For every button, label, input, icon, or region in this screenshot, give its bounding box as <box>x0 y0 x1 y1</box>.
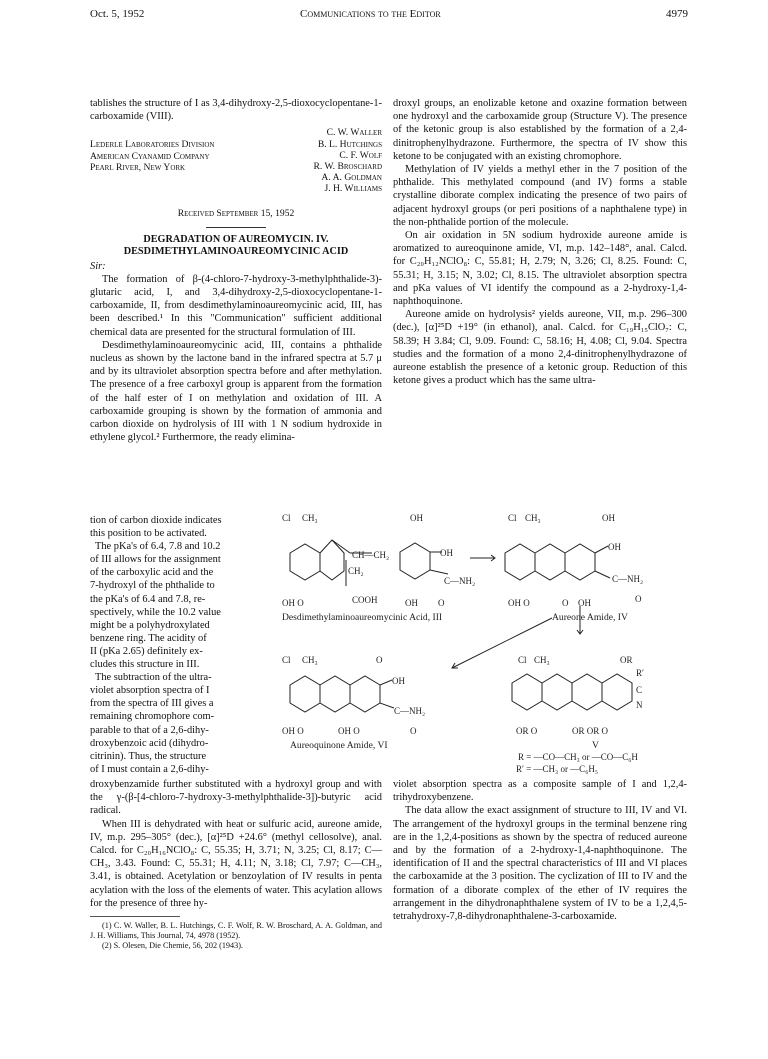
svg-text:O: O <box>635 594 642 604</box>
svg-text:OR: OR <box>620 655 633 665</box>
paragraph: Desdimethylaminoaureomycinic acid, III, contains a phthalide nucleus as shown by the lactone band in the infrared spectra at 5.7 μ and by its ultraviolet absorption spectra before and after methylation. The presence of a free carboxyl group is apparent from the formation of the half ester of I on methylation and oxidation of III. A carboxamide grouping is shown by the formation of ammonia and carbon dioxide on hydrolysis of III with 1 N sodium hydroxide in ethylene glycol.² Furthermore, the ready elimina- <box>90 339 382 444</box>
svg-text:CH₃: CH₃ <box>302 655 318 665</box>
text-line: of III allows for the assignment <box>90 554 221 566</box>
paragraph: The data allow the exact assignment of structure to III, IV and VI. The arrangement of the hydroxyl groups in the terminal benzene ring are in the 1,2,4-positions as shown by the spectra of reduced aureone and by the formation of a 2-hydroxy-1,4-naphthoquinone. The identification of II and the spectral characteristics of III and VI places the carboxamide at the 3 position. The cyclization of III to IV and the formation of a diborate complex of the ether of IV requires the arrangement in the dihydronaphthalene system of IV to be a 1,2,4,5-tetrahydroxy-7,8-dihydronaphthalene-3-carboxamide. <box>393 805 687 923</box>
label-structure-v: V <box>592 740 599 751</box>
svg-text:CH₂: CH₂ <box>348 566 364 576</box>
svg-text:CH—CH₂: CH—CH₂ <box>352 550 390 560</box>
svg-text:C—NH₂: C—NH₂ <box>394 706 426 716</box>
page-header <box>90 8 688 28</box>
signature-block <box>90 127 382 207</box>
svg-text:C—NH₂: C—NH₂ <box>612 574 644 584</box>
text-line: The pKa's of 6.4, 7.8 and 10.2 <box>90 541 221 553</box>
affiliation-line: American Cyanamid Company <box>90 150 210 162</box>
affiliation-line: Lederle Laboratories Division <box>90 139 215 151</box>
chemical-structures-figure <box>280 508 688 776</box>
text-line: parable to that of a 2,6-dihy- <box>90 724 209 736</box>
structure-vi <box>290 676 394 712</box>
header-section: Communications to the Editor <box>300 8 441 20</box>
article-title-line: DESDIMETHYLAMINOAUREOMYCINIC ACID <box>123 245 349 257</box>
svg-text:OH: OH <box>608 542 621 552</box>
text-line: of I must contain a 2,6-dihy- <box>90 763 209 775</box>
text-line: cludes this structure in III. <box>90 659 200 671</box>
received-date: Received September 15, 1952 <box>177 208 295 220</box>
text-line: benzene ring. The acidity of <box>90 632 207 644</box>
author: R. W. Broschard <box>313 161 382 173</box>
text-line: remaining chromophore com- <box>90 711 215 723</box>
svg-text:OH O: OH O <box>338 726 360 736</box>
svg-text:OH: OH <box>392 676 405 686</box>
narrow-text <box>90 514 280 776</box>
paragraph: droxybenzamide further substituted with a hydroxyl group and with the γ-(β-[4-chloro-7-hydroxy-3-methylphthalide-3])-butyric acid radical. <box>90 779 382 817</box>
header-date: Oct. 5, 1952 <box>90 8 145 20</box>
paragraph: Aureone amide on hydrolysis² yields aureone, VII, m.p. 296–300 (dec.), [α]²⁵D +19° (in ethanol), anal. Calcd. for C₁₉H₁₅ClO₇: C, 58.39; H 3.84; Cl, 9.09. Found: C, 58.16; H, 4.08; Cl, 9.04. Spectra studies and the formation of a mono 2,4-dinitrophenylhydrazone of aureone establish the presence of a ketonic group. Reduction of this ketone gives a product which has the same ultra- <box>393 309 687 387</box>
label-structure-vi: Aureoquinone Amide, VI <box>290 740 388 751</box>
svg-text:Cl: Cl <box>518 655 527 665</box>
svg-text:CH₃: CH₃ <box>534 655 550 665</box>
author: C. W. Waller <box>326 127 382 139</box>
article-title <box>90 234 382 258</box>
author: C. F. Wolf <box>339 149 382 161</box>
text-line: citrinin). Thus, the structure <box>90 750 207 762</box>
svg-text:OH: OH <box>602 513 615 523</box>
svg-text:COOH: COOH <box>352 595 378 605</box>
svg-text:Cl: Cl <box>508 513 517 523</box>
right-column-top <box>393 97 687 387</box>
svg-text:O: O <box>376 655 383 665</box>
label-structure-iv: Aureone Amide, IV <box>552 612 628 623</box>
text-line: from the spectra of III gives a <box>90 698 214 710</box>
svg-text:O: O <box>438 598 445 608</box>
affiliation <box>90 139 214 174</box>
svg-text:O: O <box>410 726 417 736</box>
svg-text:OH: OH <box>405 598 418 608</box>
structure-v <box>512 674 632 710</box>
svg-text:OH O: OH O <box>508 598 530 608</box>
svg-text:R′: R′ <box>636 668 644 678</box>
svg-text:O: O <box>562 598 569 608</box>
text-line: The subtraction of the ultra- <box>90 672 212 684</box>
svg-text:OH O: OH O <box>282 726 304 736</box>
text-line: 7-hydroxyl of the phthalide to <box>90 580 215 592</box>
paragraph: droxyl groups, an enolizable ketone and oxazine formation between one hydroxyl and the carboxamide group (Structure V). The presence of the ketonic group is also established by the formation of a 2,4-dinitrophenylhydrazone. Furthermore, the spectra of IV show this ketone to be conjugated with an existing chromophore. <box>393 98 687 162</box>
right-column-bottom <box>393 778 687 923</box>
footnote: (2) S. Olesen, Die Chemie, 56, 202 (1943). <box>102 941 243 951</box>
text-line: II (pKa 2.65) definitely ex- <box>90 645 203 657</box>
svg-text:C: C <box>636 685 643 695</box>
svg-text:CH₃: CH₃ <box>302 513 318 523</box>
svg-text:OR OR O: OR OR O <box>572 726 609 736</box>
author: A. A. Goldman <box>321 172 382 184</box>
paragraph: The formation of β-(4-chloro-7-hydroxy-3-methylphthalide-3)-glutaric acid, I, and 3,4-dihydroxy-2,5-dioxocyclopentane-1-carboxamide, II, from desdimethylaminoaureomycinic acid, III, has been described.¹ In this "Communication" sufficient additional chemical data are presented for the structural formulation of III. <box>90 273 382 338</box>
left-column-bottom <box>90 778 382 952</box>
text-line: of the carboxylic acid and the <box>90 567 214 579</box>
paragraph: Methylation of IV yields a methyl ether in the 7 position of the phthalide. This methylated compound (and IV) forms a stable crystalline diborate complex indicating the presence of two pairs of adjacent hydroxyl groups (or peri positions of a naphthalene type) in the non-phthalide portion of the molecule. <box>393 164 687 228</box>
svg-text:OR O: OR O <box>516 726 538 736</box>
affiliation-line: Pearl River, New York <box>90 162 186 174</box>
header-page-number: 4979 <box>666 8 688 20</box>
svg-text:Cl: Cl <box>282 513 291 523</box>
text-line: tion of carbon dioxide indicates <box>90 515 222 526</box>
svg-text:OH: OH <box>578 598 591 608</box>
svg-text:C—NH₂: C—NH₂ <box>444 576 476 586</box>
label-structure-iii: Desdimethylaminoaureomycinic Acid, III <box>282 612 443 623</box>
text-line: this position to be activated. <box>90 528 207 540</box>
text-line: spectively, while the 10.2 value <box>90 606 221 618</box>
svg-text:OH O: OH O <box>282 598 304 608</box>
text-line: the pKa's of 6.4 and 7.8, re- <box>90 593 206 605</box>
paragraph: When III is dehydrated with heat or sulfuric acid, aureone amide, IV, m.p. 295–305° (dec.), [α]²⁵D +24.6° (methyl cellosolve), anal. Calcd. for C₂₀H₁₆NClO₈: C, 55.35; H, 3.71; N, 3.25; Cl, 8.17; C—CH₃, 3.43. Found: C, 55.31; H, 4.11; N, 3.18; Cl, 7.97; C—CH₃, 3.41, is obtained. Acetylation or benzoylation of IV results in penta acylation with the loss of the elements of water. This acylation allows for the presence of three hy- <box>90 818 382 909</box>
author: B. L. Hutchings <box>317 138 382 150</box>
svg-text:OH: OH <box>440 548 453 558</box>
text-line: might be a polyhydroxylated <box>90 619 210 631</box>
footnote: (1) C. W. Waller, B. L. Hutchings, C. F. Wolf, R. W. Broschard, A. A. Goldman, and J. H. Williams, This Journal, 74, 4978 (1952). <box>90 921 382 941</box>
svg-text:CH₃: CH₃ <box>525 513 541 523</box>
paragraph: violet absorption spectra as a composite sample of I and 1,2,4-trihydroxybenzene. <box>393 779 687 804</box>
authors <box>313 127 382 194</box>
structure-iv <box>505 544 610 580</box>
divider <box>206 227 266 228</box>
svg-text:Cl: Cl <box>282 655 291 665</box>
text-line: violet absorption spectra of I <box>90 685 210 697</box>
svg-text:OH: OH <box>410 513 423 523</box>
structure-iii <box>290 540 448 586</box>
author: J. H. Williams <box>324 183 382 195</box>
svg-text:N: N <box>636 700 643 710</box>
footnote-divider <box>90 916 180 917</box>
article-title-line: DEGRADATION OF AUREOMYCIN. IV. <box>143 233 329 245</box>
text-line: droxybenzoic acid (dihydro- <box>90 737 209 749</box>
legend-r-prime: R′ = —CH₃ or —C₆H₅ <box>516 764 598 774</box>
legend-r: R = —CO—CH₃ or —CO—C₆H <box>518 752 638 762</box>
paragraph: On air oxidation in 5N sodium hydroxide aureone amide is aromatized to aureoquinone amide, VI, m.p. 142–148°, anal. Calcd. for C₂₀H₁₂NClO₈: C, 55.81; H, 2.79; N, 3.26; Cl, 8.25. Found: C, 55.31; H, 3.15; N, 3.02; Cl, 8.15. The ultraviolet absorption spectra and pKa values of VI identify the compound as a 2-hydroxy-1,4-naphthoquinone. <box>393 230 687 308</box>
left-column-top <box>90 97 382 444</box>
salutation: Sir: <box>90 260 106 272</box>
intro-paragraph: tablishes the structure of I as 3,4-dihydroxy-2,5-dioxocyclopentane-1-carboxamide (VIII). <box>90 98 382 123</box>
